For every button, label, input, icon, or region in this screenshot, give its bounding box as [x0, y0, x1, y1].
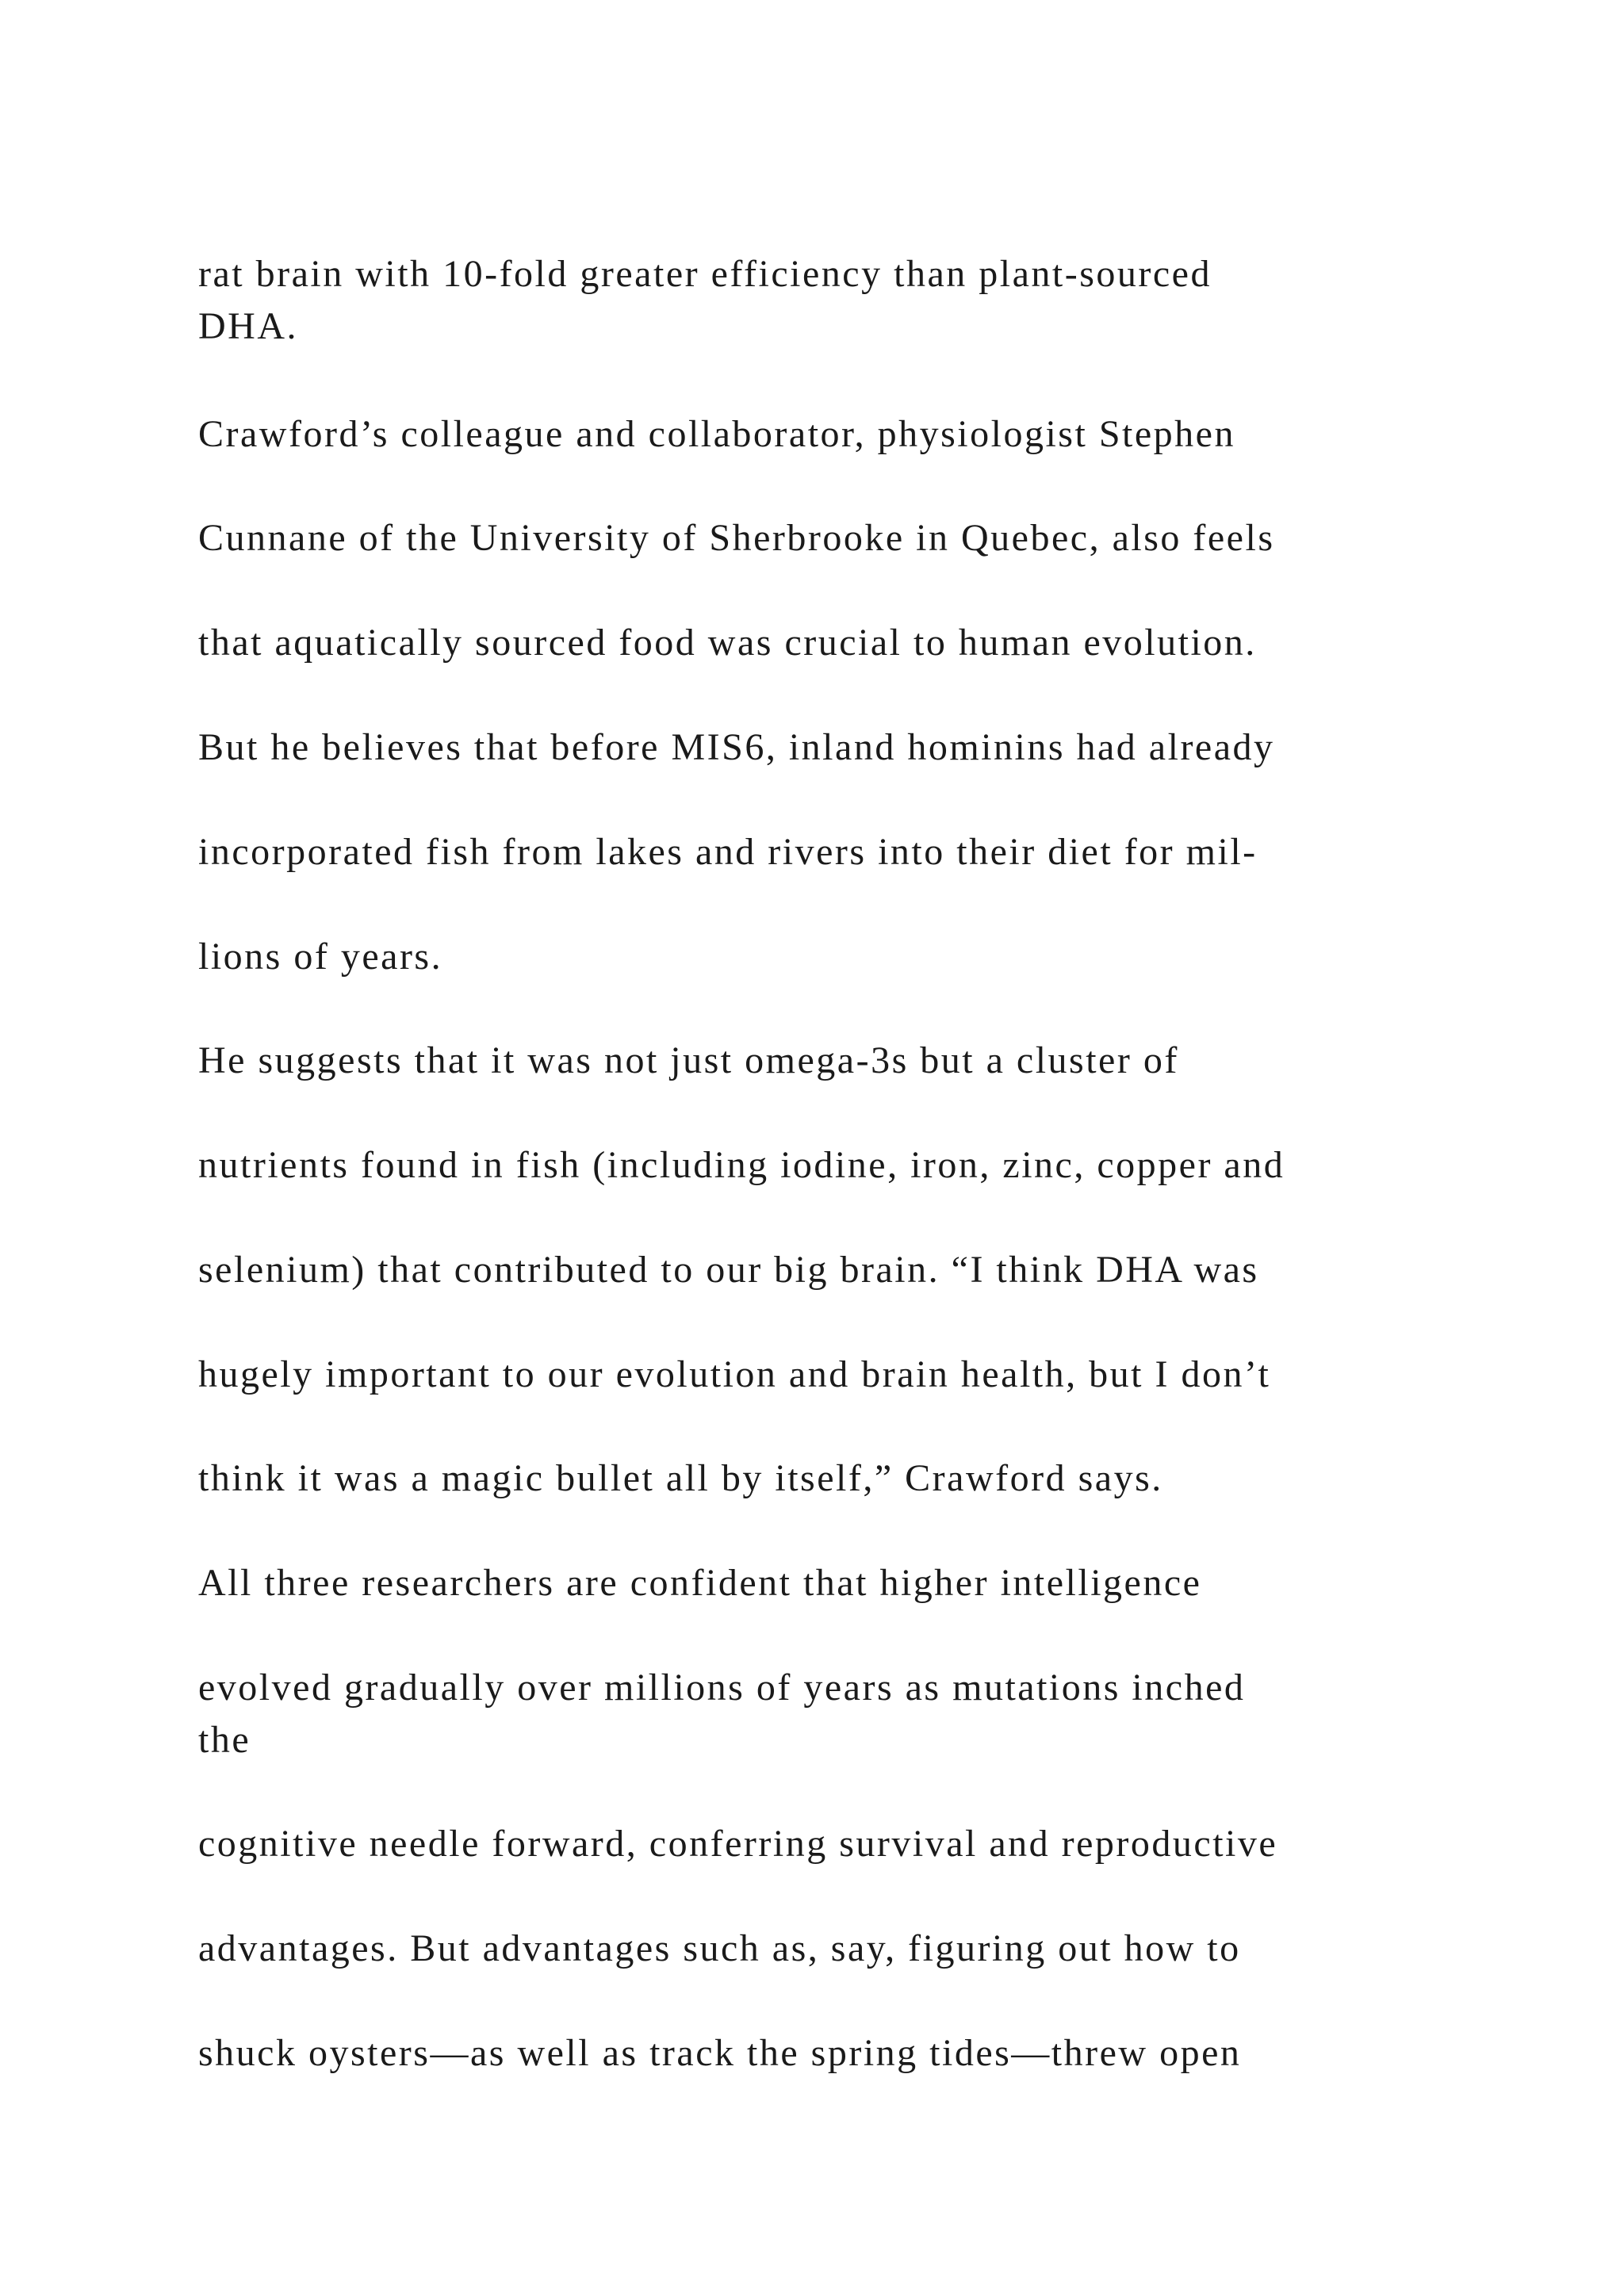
text-line: that aquatically sourced food was crucial to human evolution. [198, 622, 1257, 664]
text-line: shuck oysters—as well as track the spring tides—threw open [198, 2032, 1242, 2074]
text-line: advantages. But advantages such as, say, figuring out how to [198, 1927, 1241, 1969]
text-line: DHA. [198, 305, 298, 347]
text-line: Crawford’s colleague and collaborator, physiologist Stephen [198, 413, 1235, 455]
text-line: Cunnane of the University of Sherbrooke in Quebec, also feels [198, 517, 1275, 559]
text-line: incorporated fish from lakes and rivers into their diet for mil- [198, 831, 1258, 873]
text-line: evolved gradually over millions of years as mutations inched [198, 1667, 1246, 1709]
text-line: nutrients found in fish (including iodine, iron, zinc, copper and [198, 1144, 1285, 1186]
text-line: hugely important to our evolution and brain health, but I don’t [198, 1353, 1271, 1395]
text-line: cognitive needle forward, conferring survival and reproductive [198, 1823, 1278, 1865]
text-line: But he believes that before MIS6, inland hominins had already [198, 726, 1275, 768]
text-line: the [198, 1719, 251, 1761]
text-line: selenium) that contributed to our big brain. “I think DHA was [198, 1249, 1259, 1291]
text-line: All three researchers are confident that higher intelligence [198, 1562, 1202, 1604]
text-line: He suggests that it was not just omega-3s but a cluster of [198, 1039, 1179, 1081]
text-line: lions of years. [198, 936, 443, 978]
text-line: rat brain with 10-fold greater efficiency than plant-sourced [198, 253, 1212, 295]
text-line: think it was a magic bullet all by itself,” Crawford says. [198, 1457, 1163, 1499]
